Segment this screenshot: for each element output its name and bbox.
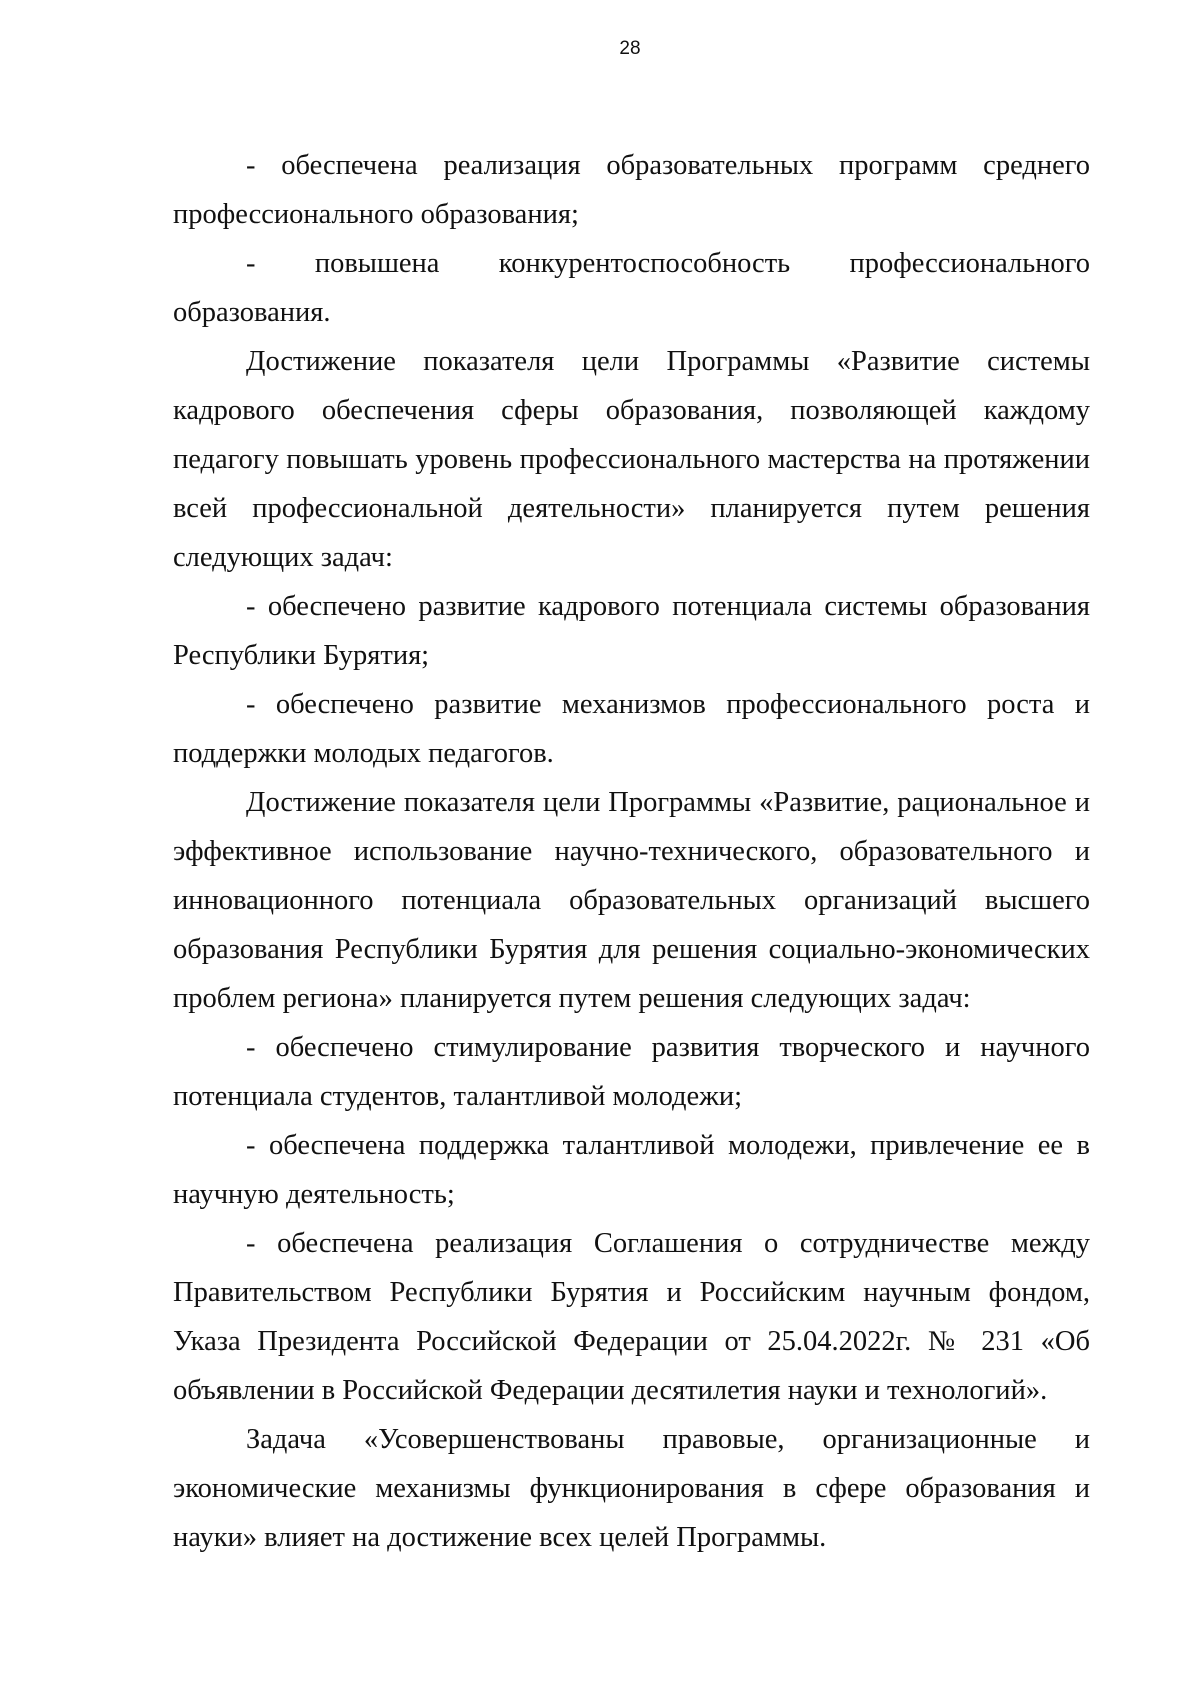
paragraph-staffing-goal: Достижение показателя цели Программы «Развитие системы кадрового обеспечения сферы образования, позволяющей каждому педагогу повышать уровень профессионального мастерства на протяжении всей профессиональной деятельности» планируется путем решения следующих задач: <box>173 346 1090 573</box>
document-body <box>173 141 1090 1562</box>
list-item-youth-support: - обеспечена поддержка талантливой молодежи, привлечение ее в научную деятельность; <box>173 1130 1090 1210</box>
page-number: 28 <box>619 38 641 59</box>
list-item-spo-programs: - обеспечена реализация образовательных программ среднего профессионального образования; <box>173 150 1090 230</box>
paragraph-higher-education-goal: Достижение показателя цели Программы «Развитие, рациональное и эффективное использование научно-технического, образовательного и инновационного потенциала образовательных организаций высшего образования Республики Бурятия для решения социально-экономических проблем региона» планируется путем решения следующих задач: <box>173 787 1090 1014</box>
paragraph-task-mechanisms: Задача «Усовершенствованы правовые, организационные и экономические механизмы функционирования в сфере образования и науки» влияет на достижение всех целей Программы. <box>173 1424 1090 1553</box>
list-item-competitiveness: - повышена конкурентоспособность профессионального образования. <box>173 248 1090 328</box>
list-item-student-potential: - обеспечено стимулирование развития творческого и научного потенциала студентов, талантливой молодежи; <box>173 1032 1090 1112</box>
list-item-staff-potential: - обеспечено развитие кадрового потенциала системы образования Республики Бурятия; <box>173 591 1090 671</box>
list-item-science-agreement: - обеспечена реализация Соглашения о сотрудничестве между Правительством Республики Бурятия и Российским научным фондом, Указа Президента Российской Федерации от 25.04.2022г. № 231 «Об объявлении в Российской Федерации десятилетия науки и технологий». <box>173 1228 1090 1406</box>
list-item-young-teachers: - обеспечено развитие механизмов профессионального роста и поддержки молодых педагогов. <box>173 689 1090 769</box>
